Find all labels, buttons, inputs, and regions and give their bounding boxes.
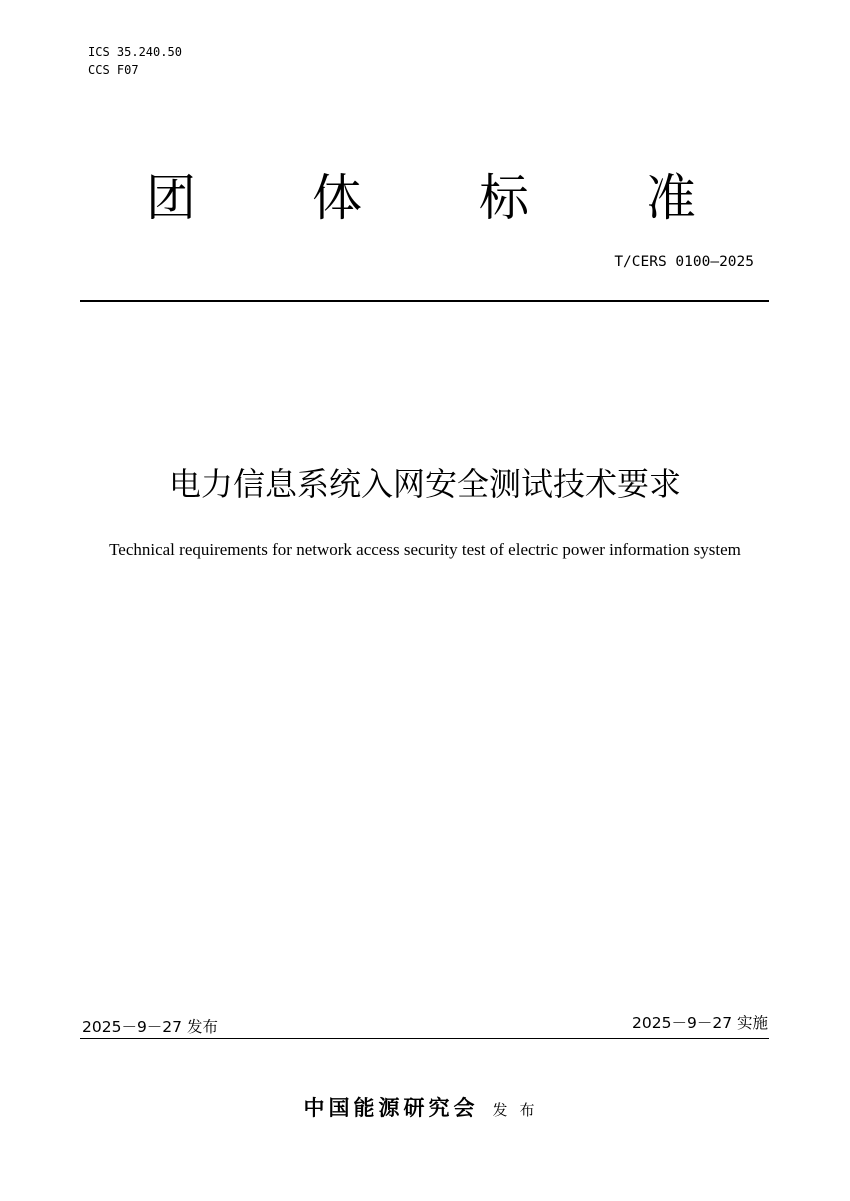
ccs-code: CCS F07: [88, 63, 139, 77]
document-title-chinese: 电力信息系统入网安全测试技术要求: [168, 465, 681, 503]
ics-code: ICS 35.240.50: [88, 45, 182, 59]
implementation-date: 2025－9－27 实施: [632, 1014, 768, 1032]
category-char: 标: [479, 169, 529, 227]
standard-category: [0, 168, 850, 238]
standard-number: T/CERS 0100—2025: [614, 254, 754, 270]
category-char: 准: [646, 169, 696, 227]
classification-codes: [88, 43, 182, 79]
top-divider: [80, 300, 769, 302]
document-title-english: Technical requirements for network access security test of electric power information system: [109, 540, 741, 559]
bottom-divider: [80, 1038, 769, 1039]
category-char: 团: [146, 169, 196, 227]
category-char: 体: [312, 169, 362, 227]
publisher-org: 中国能源研究会: [303, 1096, 479, 1120]
publish-date: 2025－9－27 发布: [82, 1018, 218, 1036]
publisher-action: 发布: [492, 1101, 547, 1119]
publisher-line: [0, 1092, 850, 1122]
